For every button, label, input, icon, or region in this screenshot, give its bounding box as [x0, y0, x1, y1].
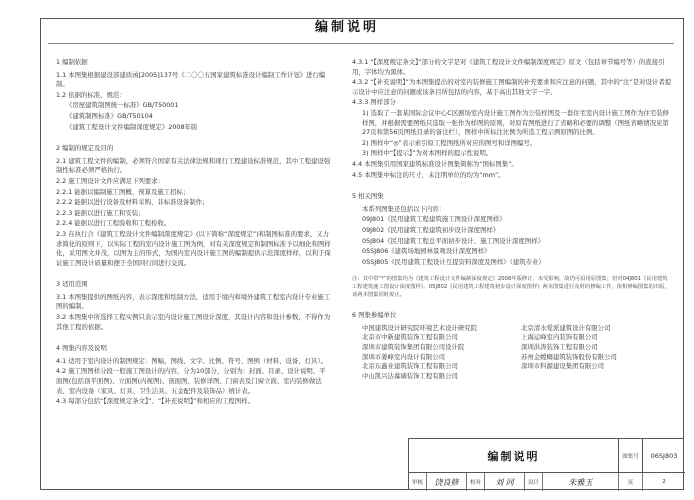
- atlas-number-label: 图集号: [619, 439, 643, 473]
- list-item: 深圳市建筑装饰集团有限公司设计院: [362, 343, 465, 352]
- list-item: 深圳市姜峰室内设计有限公司: [362, 352, 446, 361]
- paragraph: 2.2.2 能据以进行设备及材料采购、非标准设备制作；: [56, 198, 209, 207]
- list-item: 中山凯兴达幕墙装饰工程有限公司: [362, 371, 458, 380]
- title-divider: [48, 43, 674, 44]
- review-signature: 饶良修: [427, 473, 467, 491]
- paragraph: 4.1 适用于室内设计的制图规定：图幅、图线、文字、比例、符号、图例（材料、设备、灯具）。: [56, 356, 328, 365]
- list-item: 苏州金螳螂建筑装饰股份有限公司: [521, 352, 617, 361]
- left-column: [56, 58, 331, 407]
- list-item: 09J802《民用建筑工程建筑初步设计深度图样》: [362, 225, 500, 234]
- signature-row: [409, 473, 685, 491]
- paragraph: 1.1 本图集根据建设部建质函[2005]137号《二〇〇五国家建筑标准设计编制工作计划》进行编制。: [56, 70, 326, 89]
- page-label: 页: [619, 473, 643, 491]
- unit-list: [352, 324, 672, 382]
- paragraph: 1) 选取了一套某国际会议中心C区剧场室内设计施工图作为公装样图及一套住宅室内设计施工图作为住宅装修样图，并根据需要图纸只选取一张作为样图的原则，对原有图纸进行了省略和必要的调整（图纸省略情况见第27页和第56页图纸目录的备注栏），图样中所标注比例为所选工程示例原图的比例。: [362, 108, 670, 137]
- design-signature: 朱雅玉: [543, 473, 619, 491]
- paragraph: 4.3 每部分包括“【深度规定条文】”、“【补充说明】”和相应的工程图样。: [56, 397, 254, 406]
- title-block: [408, 438, 684, 490]
- list-item: 深圳洪涛装饰工程有限公司: [521, 343, 598, 352]
- list-item: 05SJ806《建筑场地园林景观设计深度图样》: [362, 247, 491, 256]
- footnote: 注：其中带“*”的图集均为《建筑工程设计文件编制深度规定》2008年版修订，未受影响，故仍可沿用原图集；但对04J801《民用建筑工程建筑施工图设计深度图样》、05J802《民用建筑工程建筑初步设计深度图样》两本图集进行及时的修编工作，依相修编图集的出版，该两本图集同时废止。: [352, 276, 670, 299]
- list-item: 北京市中新建筑装饰工程有限公司: [362, 333, 458, 342]
- page-number: 2: [662, 479, 666, 485]
- section-heading: 6 图集参编单位: [352, 311, 397, 320]
- section-heading: 1 编制依据: [56, 58, 88, 66]
- section-4-continued: [352, 58, 672, 180]
- paragraph: 3.1 本图集提供的图纸内容，表示深度和绘制方法，适用于境内和境外建筑工程室内设计专业施工图的编制。: [56, 292, 331, 311]
- paragraph: 2) 图样中“◎”表示索引原工程图纸所对应的图号和详图编号。: [362, 138, 537, 147]
- paragraph: 2.2.3 能据以进行施工和安装；: [56, 208, 145, 217]
- section-2: [56, 144, 331, 268]
- section-heading: 3 适用范围: [56, 280, 88, 289]
- review-label: 审核: [409, 473, 427, 491]
- atlas-number: 06SJ803: [643, 439, 685, 473]
- paragraph: 4.2 施工图图样分段一般施工图设计的内容，分为10部分，分别为：封面、目录、设计说明、平面图(包括顶平面图)、立面图(内视图)、剖面图、装修详图、门窗表及门窗立面、室内装修做法表、室内设备（家具、灯具、卫生洁具、五金配件及装饰品）统计表。: [56, 367, 326, 395]
- paragraph: 2.1 建筑工程文件的编制，必须符合国家有关法律法规和现行工程建设标准规范，其中工程建设强制性标准必须严格执行。: [56, 156, 331, 175]
- list-item: 09J801《民用建筑工程建筑施工图设计深度图样》: [362, 215, 506, 224]
- paragraph: 2.3 在执行合《建筑工程设计文件编制深度规定》(以下简称“深度规定”)和制图标准的要求，又力求简化的原则下，以实际工程的室内设计施工图为例，对有关深度规定和制图标准予以细化和图样化，采用图文并茂，以图为主的形式，为国内室内设计施工图的编制提供示范深度样样，以利于保证施工图设计质量和便于全国同行间进行交流。: [56, 229, 331, 267]
- paragraph: 4.3.1 “【深度规定条文】”部分的文字是对《建筑工程设计文件编制深度规定》原文（包括章节编号等）的直接引用，字体均为黑体。: [352, 58, 665, 76]
- paragraph: 2.2.1 能据以编制施工图概、预算及施工招标；: [56, 187, 190, 196]
- right-column: [352, 58, 672, 381]
- title-block-title: 编制说明: [409, 439, 619, 473]
- list-item: 上海运峰室内装饰有限公司: [521, 333, 598, 342]
- list-item: 深圳市科源建设集团有限公司: [521, 362, 605, 371]
- section-heading: 5 相关图集: [352, 192, 384, 201]
- paragraph: 本系列图集还包括以下内容：: [362, 204, 446, 213]
- paragraph: 2.2.4 能据以进行工程验收和工程检收。: [56, 219, 171, 228]
- page-title: 编制说明: [314, 20, 379, 35]
- section-5-related-atlases: [352, 192, 672, 299]
- list-item: 05SJ805《民用建筑工程设计互提资料深度及图样》（建筑专业）: [362, 257, 545, 266]
- list-item: 北京清水爱派建筑设计有限公司: [521, 323, 611, 332]
- paragraph: 4.4 本图集引用国家建筑标准设计图集简称为“国标图集”。: [352, 159, 518, 168]
- check-label: 校对: [467, 473, 485, 491]
- list-item: 北京东鑫业建筑装饰工程有限公司: [362, 362, 458, 371]
- paragraph: 4.5 本图集中标注的尺寸，未注明单位的均为“mm”。: [352, 170, 505, 179]
- paragraph: 2.2 施工图设计文件应满足下列要求：: [56, 176, 165, 185]
- section-3: [56, 280, 331, 332]
- paragraph: 《建筑工程设计文件编制深度规定》2008年版: [66, 122, 198, 131]
- paragraph: 4.3.3 图样部分: [352, 98, 396, 107]
- paragraph: 4.3.2 “【补充说明】”为本图集提出的对室内装修施工图编制的补充要求和应注意的问题，其中的“注”是对设计者提示设计中应注意的问题或该条目所包括的内容，基于高出其他文字一字。: [352, 78, 672, 96]
- check-signature: 刘 同: [485, 473, 525, 491]
- section-6-participating-units: [352, 311, 672, 381]
- paragraph: 3) 图样中“【提示】”为对本图样的提示性说明。: [362, 149, 493, 158]
- section-1: [56, 58, 331, 132]
- list-item: 中国建筑设计研究院环境艺术设计研究院: [362, 323, 478, 332]
- list-item: [521, 372, 672, 382]
- paragraph: 《建筑制图标准》GB/T50104: [66, 111, 153, 120]
- paragraph: 1.2 依据的标准、规范：: [56, 90, 126, 99]
- list-item: 05J804《民用建筑工程总平面初步设计、施工图设计深度图样》: [362, 236, 544, 245]
- section-heading: 2 编制的规定及目的: [56, 144, 114, 153]
- paragraph: 《房屋建筑制图统一标准》GB/T50001: [66, 101, 179, 110]
- section-heading: 4 图集内容及说明: [56, 344, 107, 353]
- section-4: [56, 344, 331, 407]
- design-label: 设计: [525, 473, 543, 491]
- paragraph: 3.2 本图集中所选择工程实例只表示室内设计施工图设计深度，其设计内容和设计参数，不得作为其他工程的依据。: [56, 313, 331, 331]
